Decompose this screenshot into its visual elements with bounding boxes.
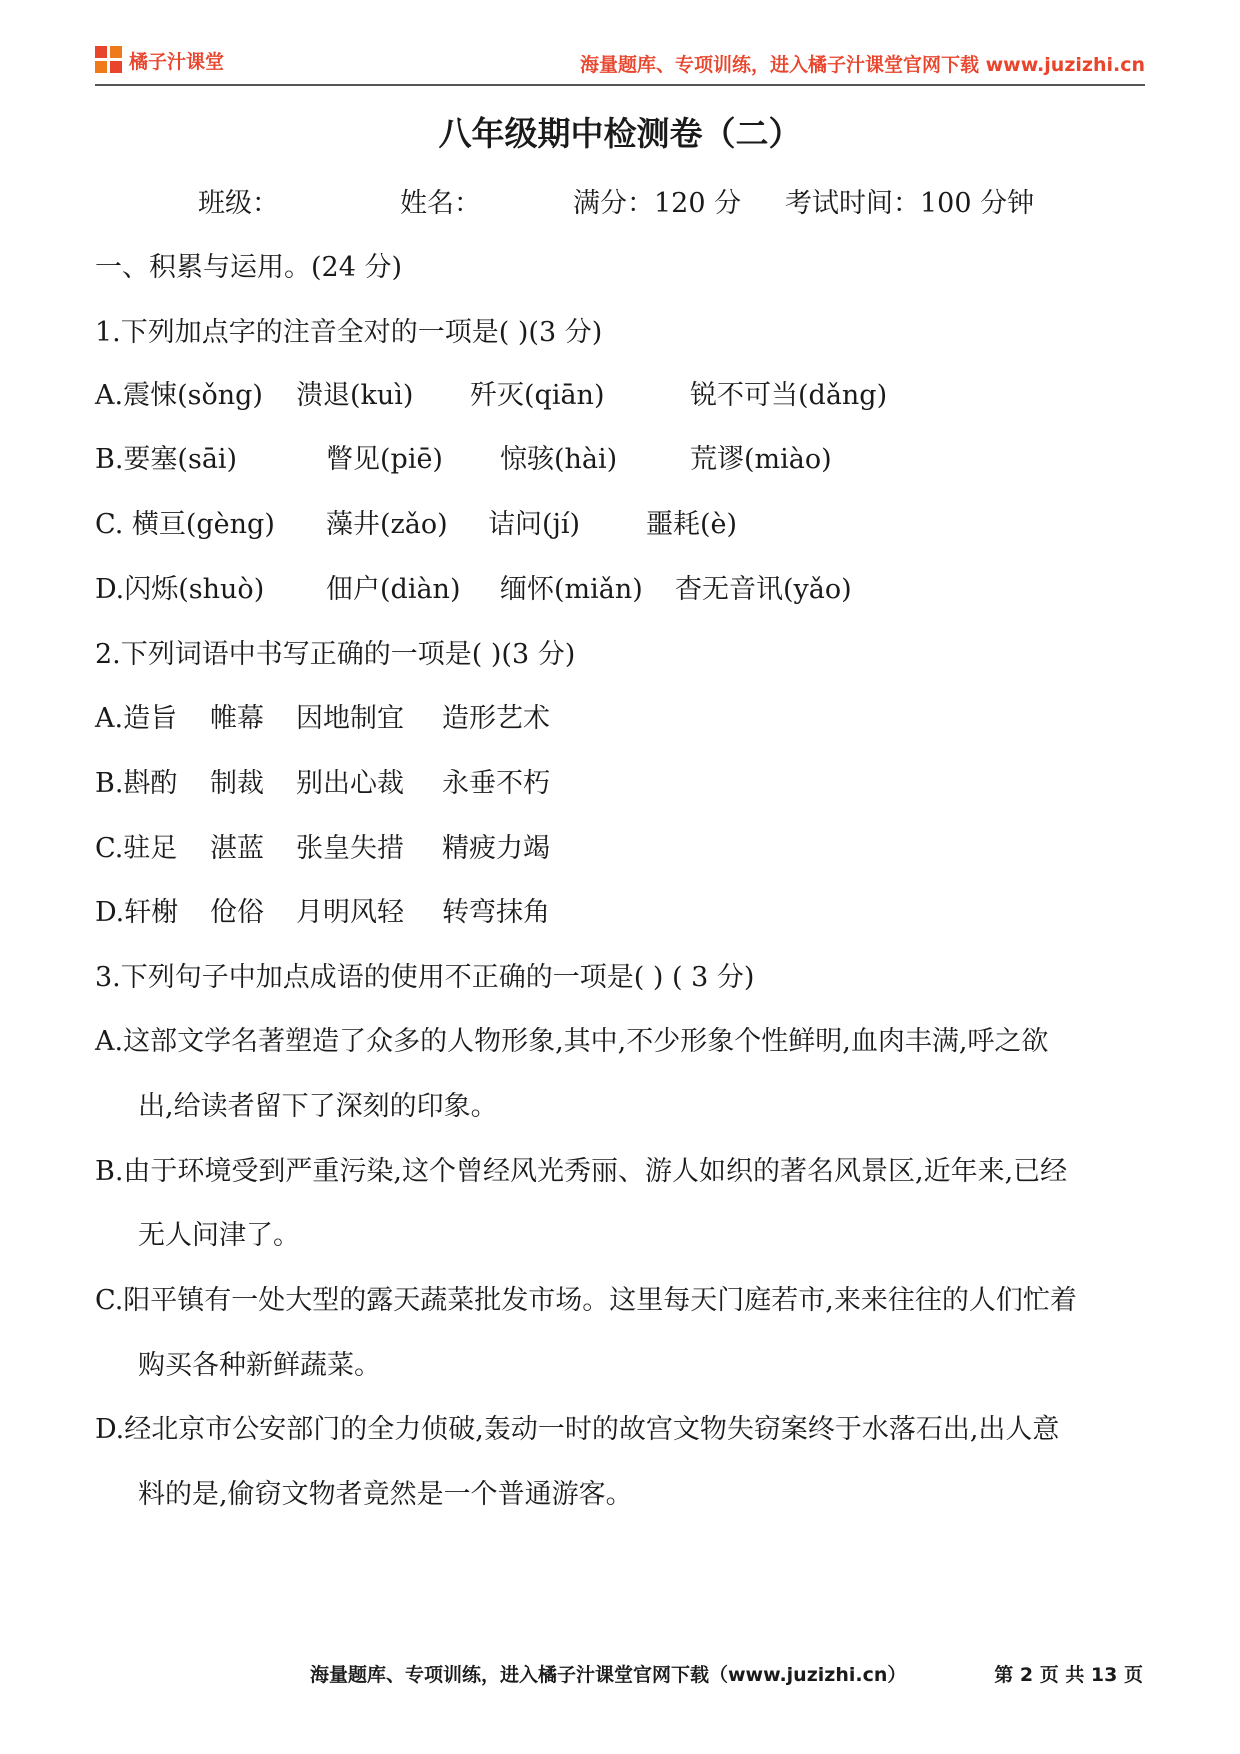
q2-option-a-2: 帷幕 <box>210 703 264 734</box>
q1-option-d-1: D.闪烁(shuò) <box>95 574 265 605</box>
q2-option-a-1: A.造旨 <box>95 703 178 734</box>
q2-option-c-3: 张皇失措 <box>296 833 404 864</box>
q2-option-c-2: 湛蓝 <box>210 833 264 864</box>
q1-option-a-2: 溃退(kuì) <box>296 380 414 411</box>
q1-option-d-2: 佃户(diàn) <box>326 574 461 605</box>
question-2-stem: 2.下列词语中书写正确的一项是( )(3 分) <box>95 639 576 670</box>
q1-option-a-4: 锐不可当(dǎng) <box>690 380 888 411</box>
full-score: 满分：120 分 <box>573 188 742 219</box>
question-1-stem: 1.下列加点字的注音全对的一项是( )(3 分) <box>95 317 603 348</box>
q1-option-c-4: 噩耗(è) <box>646 509 738 540</box>
section-heading: 一、积累与运用。(24 分) <box>95 252 403 283</box>
q1-option-d-3: 缅怀(miǎn) <box>500 574 643 605</box>
q3-option-a: A.这部文学名著塑造了众多的人物形象,其中,不少形象个性鲜明,血肉丰满,呼之欲 <box>95 1026 1049 1057</box>
logo-icon <box>95 46 123 74</box>
q1-option-c-3: 诘问(jí) <box>488 509 581 540</box>
q1-option-b-3: 惊骇(hài) <box>500 444 618 475</box>
footer-link-text[interactable]: 海量题库、专项训练，进入橘子汁课堂官网下载（www.juzizhi.cn） <box>310 1664 907 1686</box>
q1-option-b-1: B.要塞(sāi) <box>95 444 238 475</box>
page-number: 第 2 页 共 13 页 <box>994 1664 1143 1686</box>
q2-option-b-1: B.斟酌 <box>95 768 178 799</box>
q1-option-a-1: A.震悚(sǒng) <box>95 380 263 411</box>
q1-option-d-4: 杳无音讯(yǎo) <box>675 574 852 605</box>
page-header <box>95 40 1145 86</box>
q2-option-b-2: 制裁 <box>210 768 264 799</box>
q1-option-c-2: 藻井(zǎo) <box>326 509 448 540</box>
name-field-label: 姓名： <box>400 188 481 219</box>
q3-option-c-cont: 购买各种新鲜蔬菜。 <box>138 1350 381 1381</box>
q1-option-b-4: 荒谬(miào) <box>690 444 832 475</box>
q3-option-d-cont: 料的是,偷窃文物者竟然是一个普通游客。 <box>138 1479 633 1510</box>
q3-option-b-cont: 无人问津了。 <box>138 1220 300 1251</box>
q3-option-d: D.经北京市公安部门的全力侦破,轰动一时的故宫文物失窃案终于水落石出,出人意 <box>95 1414 1060 1445</box>
q3-option-a-cont: 出,给读者留下了深刻的印象。 <box>138 1091 498 1122</box>
q2-option-c-4: 精疲力竭 <box>442 833 550 864</box>
q2-option-a-3: 因地制宜 <box>296 703 404 734</box>
q1-option-b-2: 瞥见(piē) <box>326 444 443 475</box>
q2-option-b-4: 永垂不朽 <box>442 768 550 799</box>
q2-option-d-4: 转弯抹角 <box>442 897 550 928</box>
q2-option-d-3: 月明风轻 <box>296 897 404 928</box>
q2-option-c-1: C.驻足 <box>95 833 178 864</box>
exam-time: 考试时间：100 分钟 <box>785 188 1035 219</box>
q2-option-d-1: D.轩榭 <box>95 897 179 928</box>
q3-option-c: C.阳平镇有一处大型的露天蔬菜批发市场。这里每天门庭若市,来来往往的人们忙着 <box>95 1285 1077 1316</box>
logo-text: 橘子汁课堂 <box>129 50 225 73</box>
q1-option-c-1: C. 横亘(gèng) <box>95 509 275 540</box>
q2-option-a-4: 造形艺术 <box>442 703 550 734</box>
header-link-text[interactable]: 海量题库、专项训练，进入橘子汁课堂官网下载 www.juzizhi.cn <box>580 54 1145 76</box>
q2-option-d-2: 伧俗 <box>210 897 264 928</box>
q3-option-b: B.由于环境受到严重污染,这个曾经风光秀丽、游人如织的著名风景区,近年来,已经 <box>95 1156 1068 1187</box>
class-field-label: 班级： <box>198 188 279 219</box>
q2-option-b-3: 别出心裁 <box>296 768 404 799</box>
question-3-stem: 3.下列句子中加点成语的使用不正确的一项是( ) ( 3 分) <box>95 962 755 993</box>
q1-option-a-3: 歼灭(qiān) <box>470 380 605 411</box>
logo <box>95 46 224 74</box>
page-title: 八年级期中检测卷（二） <box>438 114 802 153</box>
